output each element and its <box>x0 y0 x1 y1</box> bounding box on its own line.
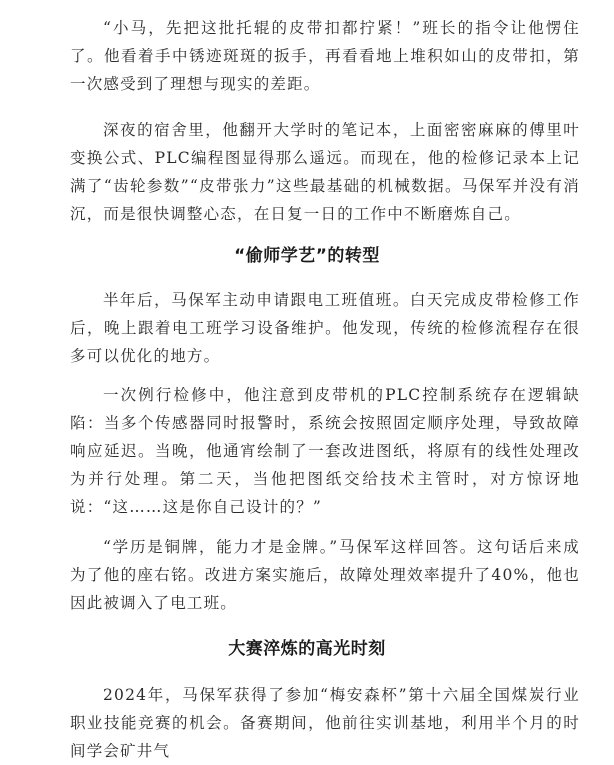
paragraph: 一次例行检修中，他注意到皮带机的PLC控制系统存在逻辑缺陷：当多个传感器同时报警时，系统会按照固定顺序处理，导致故障响应延迟。当晚，他通宵绘制了一套改进图纸，将原有的线性处理改为并行处理。第二天，当他把图纸交给技术主管时，对方惊讶地说：“这……这是你自己设计的？” <box>70 386 580 516</box>
paragraph: “小马，先把这批托辊的皮带扣都拧紧！”班长的指令让他愣住了。他看着手中锈迹斑斑的扳手，再看看地上堆积如山的皮带扣，第一次感受到了理想与现实的差距。 <box>70 19 580 93</box>
paragraph: 2024年，马保军获得了参加“梅安森杯”第十六届全国煤炭行业职业技能竞赛的机会。备赛期间，他前往实训基地，利用半个月的时间学会矿井气 <box>70 686 580 760</box>
section-heading: 大赛淬炼的高光时刻 <box>228 639 386 659</box>
paragraph: “学历是铜牌，能力才是金牌。”马保军这样回答。这句话后来成为了他的座右铭。改进方案实施后，故障处理效率提升了40%，他也因此被调入了电工班。 <box>70 538 580 612</box>
section-heading: “偷师学艺”的转型 <box>234 246 380 266</box>
paragraph: 半年后，马保军主动申请跟电工班值班。白天完成皮带检修工作后，晚上跟着电工班学习设备维护。他发现，传统的检修流程存在很多可以优化的地方。 <box>70 291 580 365</box>
paragraph: 深夜的宿舍里，他翻开大学时的笔记本，上面密密麻麻的傅里叶变换公式、PLC编程图显得那么遥远。而现在，他的检修记录本上记满了“齿轮参数”“皮带张力”这些最基础的机械数据。马保军并没有消沉，而是很快调整心态，在日复一日的工作中不断磨炼自己。 <box>70 121 580 223</box>
